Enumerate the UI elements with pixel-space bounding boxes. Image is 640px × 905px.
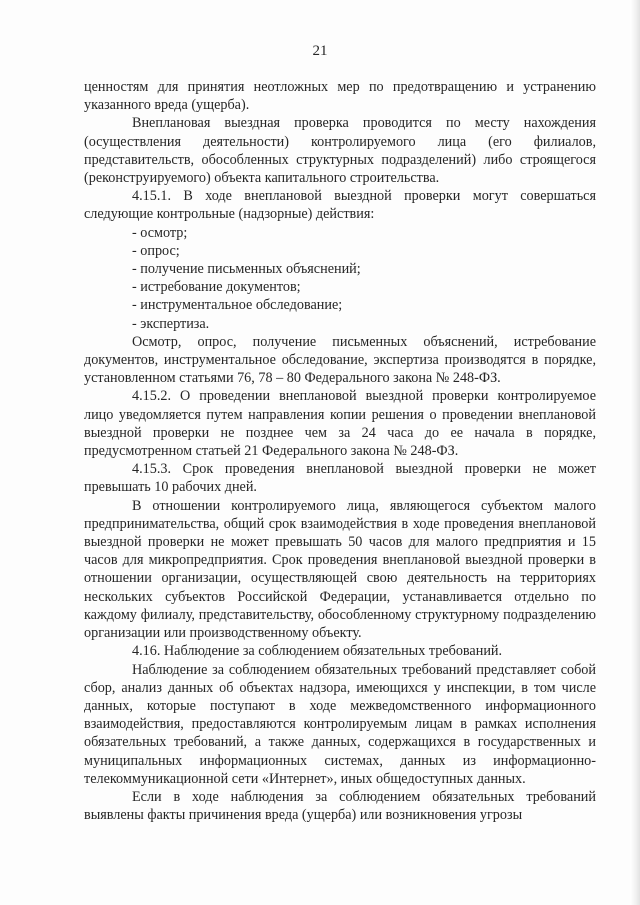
paragraph: 4.16. Наблюдение за соблюдением обязательных требований. bbox=[132, 643, 503, 660]
paragraph: Наблюдение за соблюдением обязательных требований представляет собой сбор, анализ данных об объектах надзора, имеющихся у инспекции, в том числе данных, которые поступают в ходе межведомственного информационного взаимодействия, предоставляются контролируемым лицам в рамках исполнения обязательных требований, а также данных, содержащихся в государственных и муниципальных информационных системах, данных из информационно-телекоммуникационной сети «Интернет», иных общедоступных данных. bbox=[84, 661, 596, 787]
paragraph: 4.15.1. В ходе внеплановой выездной проверки могут совершаться следующие контрольные (надзорные) действия: bbox=[84, 188, 596, 223]
paragraph: Осмотр, опрос, получение письменных объяснений, истребование документов, инструментальное обследование, экспертиза производятся в порядке, установленном статьями 76, 78 – 80 Федерального закона № 248-ФЗ. bbox=[84, 333, 596, 387]
paragraph: 4.15.2. О проведении внеплановой выездной проверки контролируемое лицо уведомляется путем направления копии решения о проведении внеплановой выездной проверки не позднее чем за 24 часа до ее начала в порядке, предусмотренном статьей 21 Федерального закона № 248-ФЗ. bbox=[84, 388, 596, 460]
list-item: - осмотр; bbox=[132, 224, 188, 241]
document-text bbox=[84, 78, 596, 824]
paragraph: Внеплановая выездная проверка проводится по месту нахождения (осуществления деятельности) контролируемого лица (его филиалов, представительств, обособленных структурных подразделений) либо строящегося (реконструируемого) объекта капитального строительства. bbox=[84, 115, 596, 187]
paragraph: ценностям для принятия неотложных мер по предотвращению и устранению указанного вреда (ущерба). bbox=[84, 79, 596, 114]
list-item: - истребование документов; bbox=[132, 279, 301, 296]
paragraph: В отношении контролируемого лица, являющегося субъектом малого предпринимательства, общий срок взаимодействия в ходе проведения внеплановой выездной проверки не может превышать 50 часов для малого предприятия и 15 часов для микропредприятия. Срок проведения внеплановой выездной проверки в отношении организации, осуществляющей свою деятельность на территориях нескольких субъектов Российской Федерации, устанавливается отдельно по каждому филиалу, представительству, обособленному структурному подразделению организации или производственному объекту. bbox=[84, 497, 596, 642]
paragraph: Если в ходе наблюдения за соблюдением обязательных требований выявлены факты причинения вреда (ущерба) или возникновения угрозы bbox=[84, 788, 596, 824]
page-number: 21 bbox=[312, 43, 328, 59]
page-edge-shadow bbox=[630, 0, 640, 905]
list-item: - опрос; bbox=[132, 242, 180, 259]
list-item: - инструментальное обследование; bbox=[132, 297, 343, 314]
list-item: - получение письменных объяснений; bbox=[132, 261, 361, 278]
list-item: - экспертиза. bbox=[132, 315, 210, 332]
paragraph: 4.15.3. Срок проведения внеплановой выездной проверки не может превышать 10 рабочих дней. bbox=[84, 461, 596, 496]
